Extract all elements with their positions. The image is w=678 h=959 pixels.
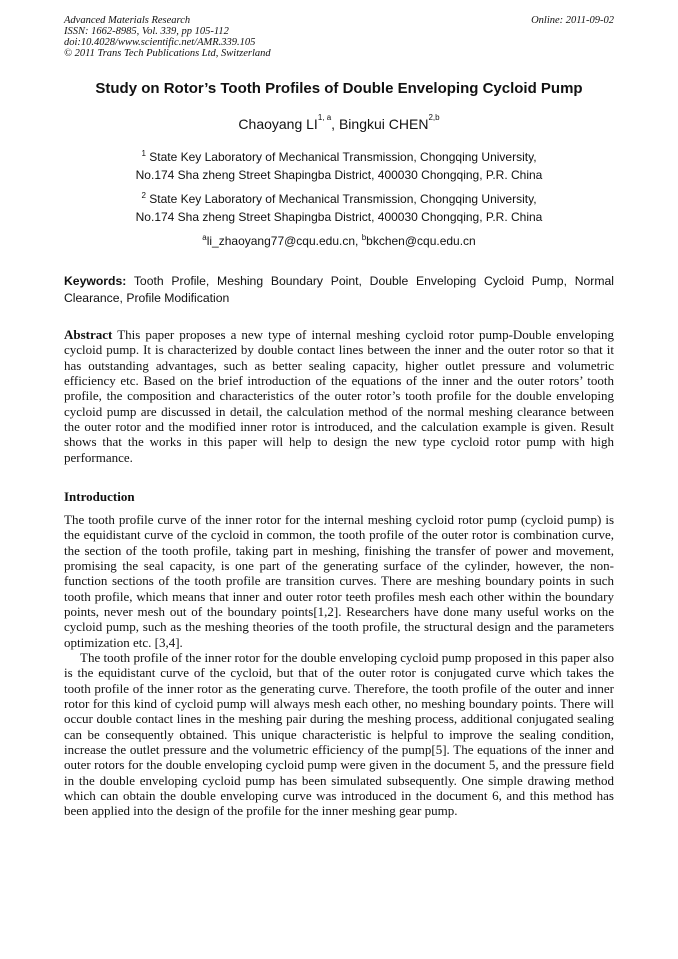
intro-paragraph-1: The tooth profile curve of the inner rotor for the internal meshing cycloid rotor pump (cycloid pump) is the equidistant curve of the cycloid in common, the tooth profile of the outer rotor is combination curve, the section of the tooth profile, taking part in meshing, finishing the transfer of power and movement, promising the seal capacity, is one part of the generating surface of the cylinder, however, the non-function sections of the tooth profile are transition curves. There are meshing boundary points in such tooth profile, which means that inner and outer rotor teeth profiles mesh each other within the boundary points, never mesh out of the boundary points[1,2]. Researchers have done many useful works on the cycloid pump, such as the meshing theories of the tooth profile, the structural design and the parameters optimization etc. [3,4]. (64, 512, 614, 650)
affil-sup: 2 (141, 191, 146, 200)
paper-title: Study on Rotor’s Tooth Profiles of Double Enveloping Cycloid Pump (95, 80, 583, 97)
abstract-text: This paper proposes a new type of internal meshing cycloid rotor pump-Double enveloping cycloid pump. It is characterized by double contact lines between the inner and the outer rotor so that it has outstanding advantages, such as better sealing capacity, higher outlet pressure and volumetric efficiency etc. Based on the brief introduction of the equations of the inner and the outer rotors’ tooth profile, the composition and characteristics of the outer rotor’s tooth profile for the double enveloping cycloid pump are discussed in detail, the calculation method of the normal meshing clearance between the outer rotor and the modified inner rotor is introduced, and the calculation example is given. Result shows that the works in this paper will help to design the new type cycloid rotor pump with high performance. (64, 327, 614, 465)
issn: ISSN: 1662-8985, Vol. 339, pp 105-112 (64, 26, 229, 37)
affil-line: No.174 Sha zheng Street Shapingba District, 400030 Chongqing, P.R. China (135, 168, 543, 182)
email: bkchen@cqu.edu.cn (366, 234, 476, 248)
journal-header (64, 15, 271, 59)
email-sup: a (202, 233, 207, 242)
online-date: Online: 2011-09-02 (531, 15, 614, 26)
keywords-label: Keywords: (64, 274, 127, 288)
abstract (64, 327, 614, 465)
email: li_zhaoyang77@cqu.edu.cn, (206, 234, 362, 248)
author-name: Bingkui CHEN (338, 116, 429, 132)
affiliation (0, 148, 678, 184)
affil-sup: 1 (141, 149, 146, 158)
authors: Chaoyang LI$^{1, a}$, Bingkui CHEN$^{2,b}$ (238, 113, 440, 132)
emails (0, 232, 678, 250)
intro-paragraph-2: The tooth profile of the inner rotor for the double enveloping cycloid pump proposed in this paper also is the equidistant curve of the cycloid, but that of the outer rotor is conjugated curve which takes the tooth profile of the inner rotor as the generating curve. Therefore, the tooth profile of the outer and inner rotor for this kind of cycloid pump will always mesh each other, no meshing boundary points. There will occur double contact lines in the meshing pair during the meshing process, additional conjugated sealing can be consequently obtained. This unique characteristic is helpful to improve the sealing condition, increase the outlet pressure and the volumetric efficiency of the pump[5]. The equations of the inner and outer rotors for the double enveloping cycloid pump were given in the document 5, and the pressure field in the double enveloping cycloid pump has been simulated subsequently. One simple drawing method which can obtain the double enveloping curve was introduced in the document 6, and this method has been applied into the design of the profile for the inner meshing gear pump. (64, 650, 614, 819)
affil-line: State Key Laboratory of Mechanical Transmission, Chongqing University, (149, 192, 537, 206)
doi: doi:10.4028/www.scientific.net/AMR.339.105 (64, 37, 256, 48)
intro-heading: Introduction (64, 489, 135, 504)
copyright: © 2011 Trans Tech Publications Ltd, Switzerland (64, 48, 271, 59)
journal-name: Advanced Materials Research (64, 15, 191, 26)
keywords-text: Tooth Profile, Meshing Boundary Point, Double Enveloping Cycloid Pump, Normal Clearance, Profile Modification (64, 274, 614, 305)
author-sup: 2,b (428, 113, 440, 122)
affil-line: State Key Laboratory of Mechanical Transmission, Chongqing University, (149, 150, 537, 164)
affiliation (0, 190, 678, 226)
keywords (64, 273, 614, 307)
abstract-label: Abstract (64, 327, 113, 342)
affil-line: No.174 Sha zheng Street Shapingba District, 400030 Chongqing, P.R. China (135, 210, 543, 224)
author-name: Chaoyang LI (238, 116, 318, 132)
author-sup: 1, a (317, 113, 332, 122)
email-sup: b (361, 233, 367, 242)
